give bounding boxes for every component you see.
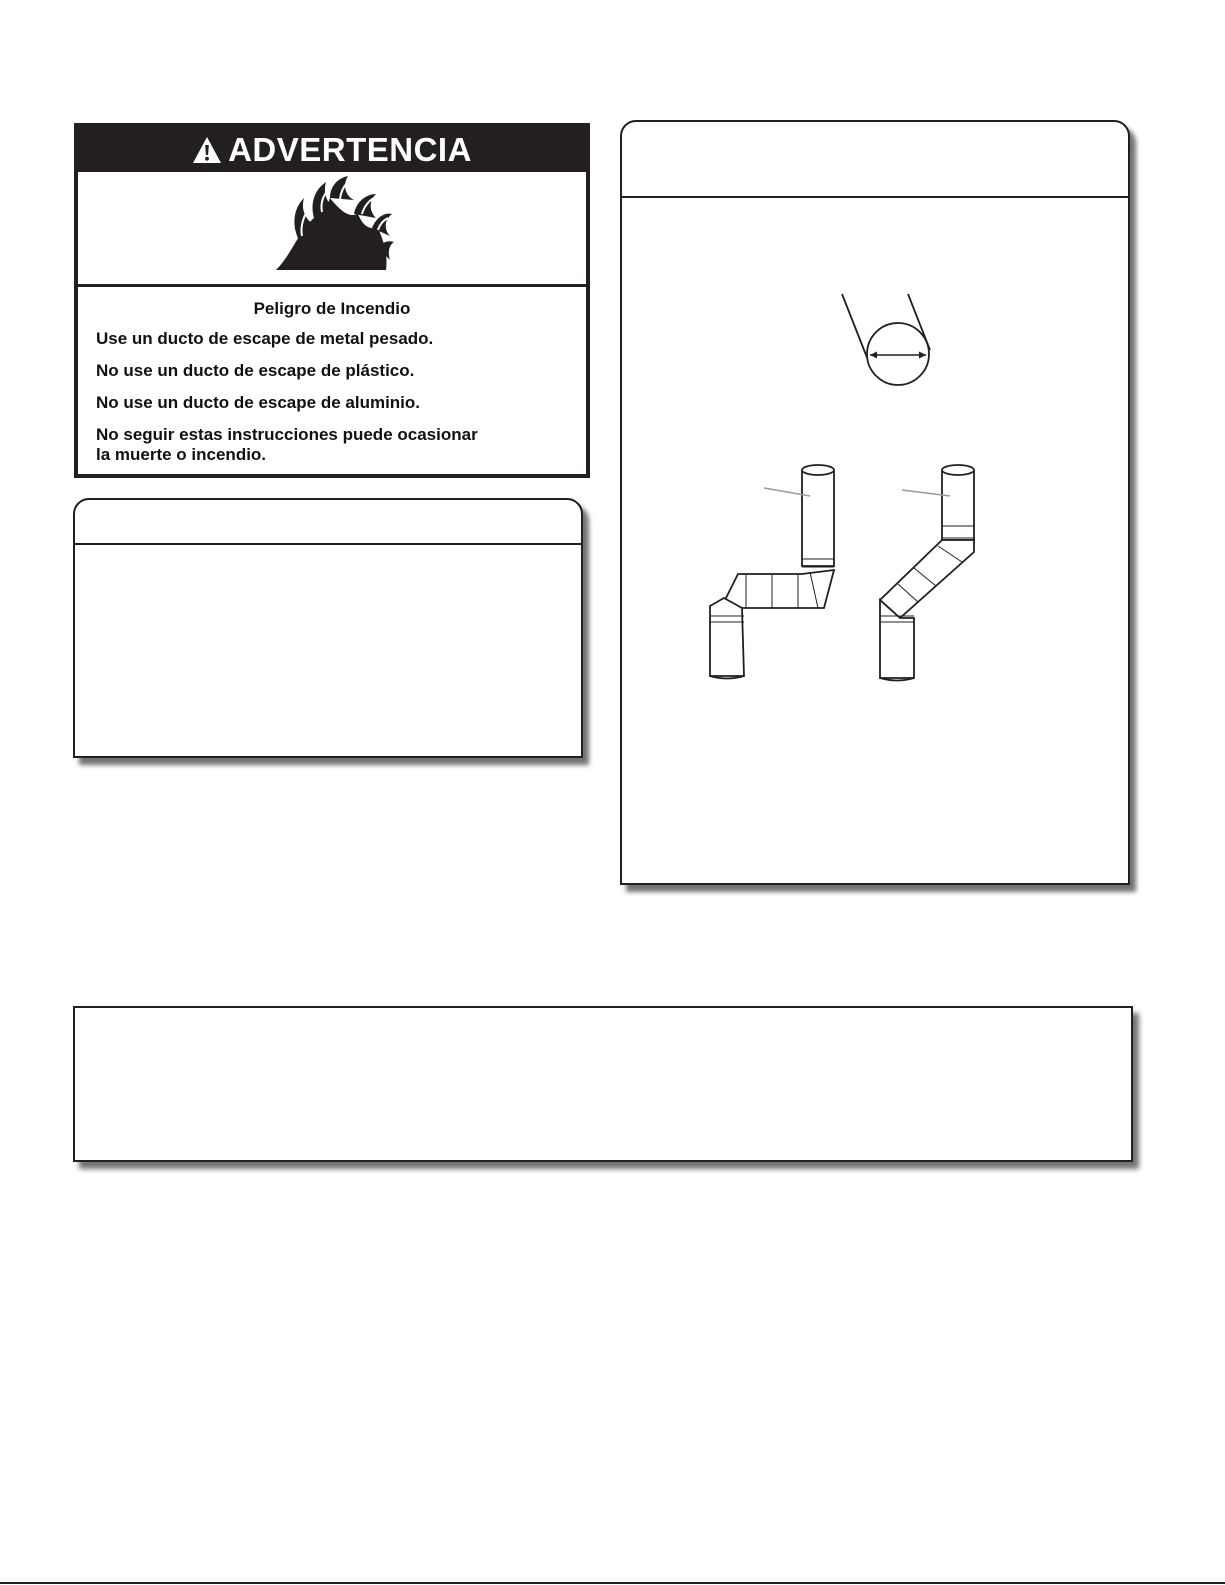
duct-illustrations (622, 122, 1128, 883)
warning-line-3: No use un ducto de escape de aluminio. (96, 393, 421, 412)
warning-hazard-title: Peligro de Incendio (253, 299, 411, 318)
warning-image-area (78, 172, 586, 287)
warning-box (74, 123, 590, 478)
warning-triangle-icon (192, 136, 222, 164)
footer-divider (0, 1582, 1225, 1584)
info-panel-left (73, 498, 583, 758)
warning-header (78, 127, 586, 172)
info-panel-right (620, 120, 1130, 885)
duct-diameter-diagram (842, 294, 930, 385)
panel-header-divider (75, 543, 581, 545)
warning-line-1: Use un ducto de escape de metal pesado. (96, 329, 434, 348)
warning-line-2: No use un ducto de escape de plástico. (96, 361, 415, 380)
warning-line-4: No seguir estas instrucciones puede ocasionar (96, 425, 478, 444)
warning-line-5: la muerte o incendio. (96, 445, 267, 464)
warning-body (78, 287, 586, 474)
info-panel-bottom (73, 1006, 1133, 1162)
fire-icon (78, 172, 586, 284)
elbow-duct-right (880, 465, 974, 681)
warning-title: ADVERTENCIA (228, 130, 472, 168)
elbow-duct-left (710, 465, 834, 679)
